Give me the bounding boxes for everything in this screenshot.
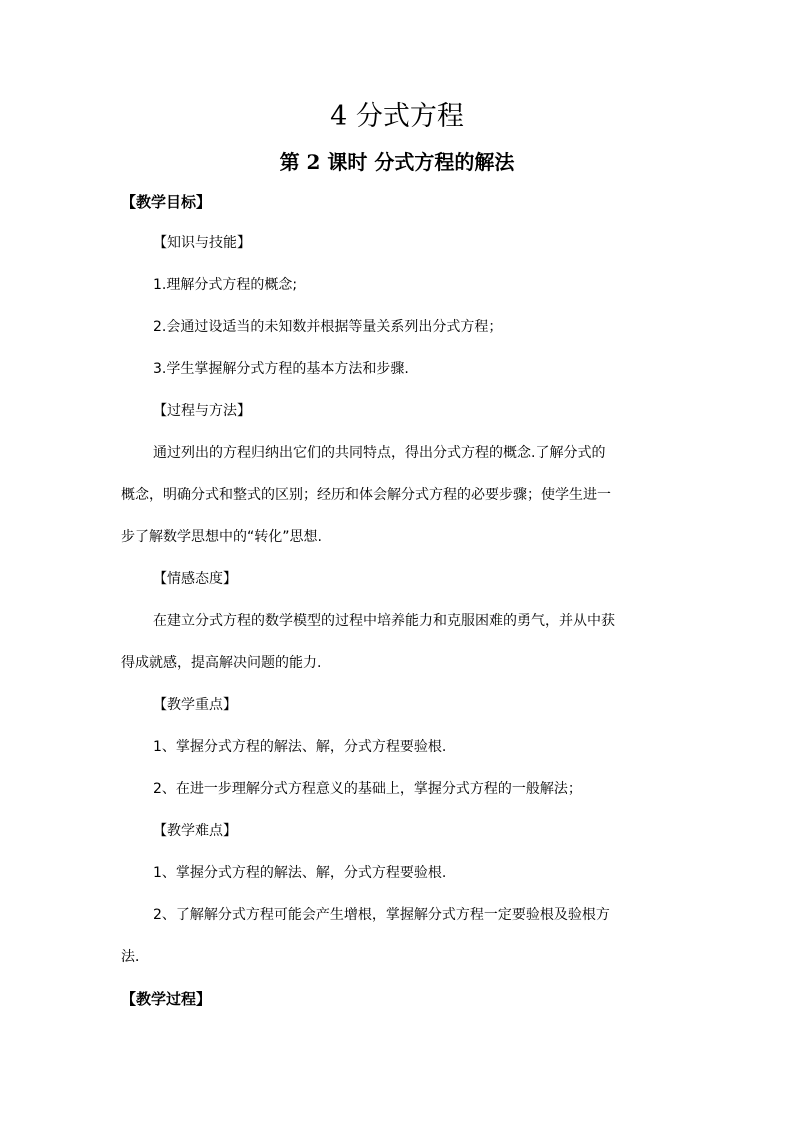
key-point-item: 1、掌握分式方程的解法、解，分式方程要验根. bbox=[153, 739, 447, 755]
document-title: 4 分式方程 bbox=[330, 101, 464, 132]
teaching-process-heading: 【教学过程】 bbox=[121, 990, 212, 1008]
difficulty-item: 1、掌握分式方程的解法、解，分式方程要验根. bbox=[153, 865, 447, 881]
knowledge-item: 2.会通过设适当的未知数并根据等量关系列出分式方程； bbox=[153, 319, 503, 335]
difficulties-heading: 【教学难点】 bbox=[153, 823, 237, 839]
knowledge-item: 1.理解分式方程的概念; bbox=[153, 277, 298, 293]
process-heading: 【过程与方法】 bbox=[153, 403, 251, 419]
knowledge-item: 3.学生掌握解分式方程的基本方法和步骤. bbox=[153, 361, 409, 377]
emotion-line: 在建立分式方程的数学模型的过程中培养能力和克服困难的勇气，并从中获 bbox=[153, 613, 615, 629]
lesson-subtitle: 第 2 课时 分式方程的解法 bbox=[279, 150, 515, 174]
objectives-heading: 【教学目标】 bbox=[121, 193, 212, 211]
emotion-line: 得成就感，提高解决问题的能力. bbox=[121, 655, 322, 671]
knowledge-heading: 【知识与技能】 bbox=[153, 235, 251, 251]
key-points-heading: 【教学重点】 bbox=[153, 697, 237, 713]
key-point-item: 2、在进一步理解分式方程意义的基础上，掌握分式方程的一般解法； bbox=[153, 781, 582, 797]
difficulty-item: 法． bbox=[121, 949, 149, 965]
difficulty-item: 2、了解解分式方程可能会产生增根，掌握解分式方程一定要验根及验根方 bbox=[153, 907, 610, 923]
process-line: 通过列出的方程归纳出它们的共同特点，得出分式方程的概念.了解分式的 bbox=[153, 445, 606, 461]
process-line: 步了解数学思想中的“转化”思想. bbox=[121, 529, 322, 545]
process-line: 概念，明确分式和整式的区别；经历和体会解分式方程的必要步骤；使学生进一 bbox=[121, 487, 611, 503]
emotion-heading: 【情感态度】 bbox=[153, 571, 237, 587]
